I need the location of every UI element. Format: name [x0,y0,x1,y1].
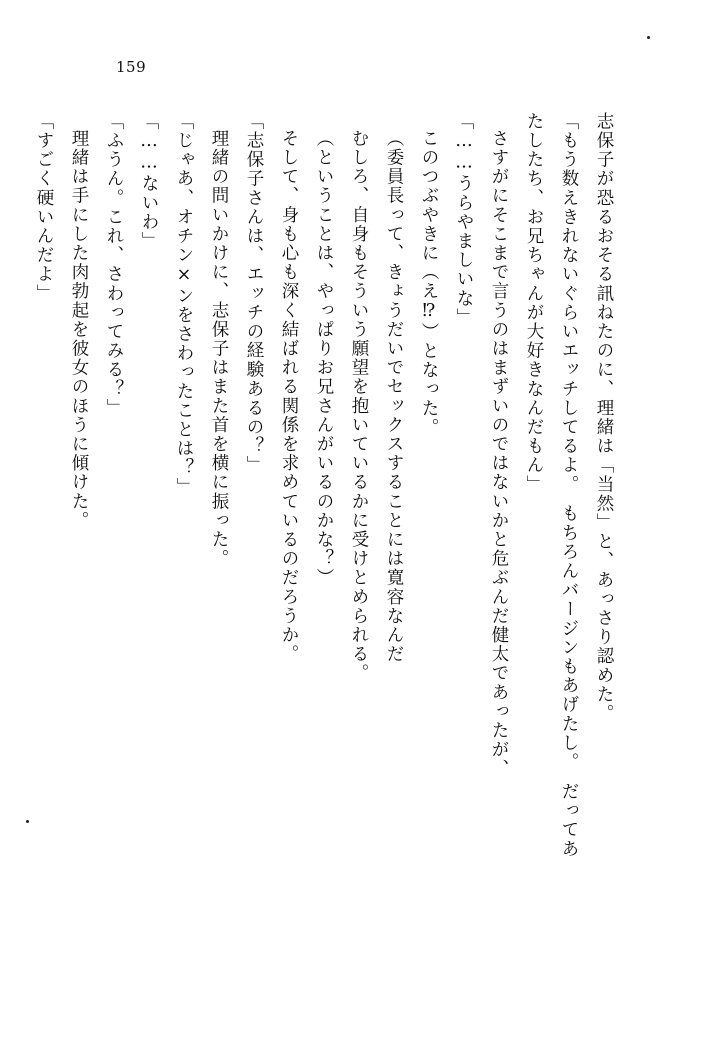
paragraph: このつぶやきに（え⁉）となった。 [419,129,439,438]
paragraph: 「じゃあ、オチン×ンをさわったことは？」 [174,112,194,497]
paragraph: むしろ、自身もそういう願望を抱いているかに受けとめられる。 [349,129,369,683]
paragraph: 「……ないわ」 [139,112,159,251]
paragraph: 「ふうん。これ、さわってみる？」 [104,112,124,418]
paragraph: たしたち、お兄ちゃんが大好きなんだもん」 [524,112,544,494]
paragraph: そして、身も心も深く結ばれる関係を求めているのだろうか。 [279,129,299,664]
paragraph: 「すごく硬いんだよ」 [34,112,54,303]
paragraph: さすがにそこまで言うのはまずいのではないかと危ぶんだ健太であったが、 [489,129,509,779]
paragraph: 「もう数えきれないぐらいエッチしてるよ。 もちろんバージンもあげたし。 だってあ [559,112,579,859]
page-text-body [34,112,621,932]
paragraph: （ということは、やっぱりお兄さんがいるのかな？） [314,129,334,588]
paragraph: 志保子が恐るおそる訊ねたのに、理緒は「当然」と、あっさり認めた。 [594,112,614,724]
paragraph: 理緒の問いかけに、志保子はまた首を横に振った。 [209,129,229,569]
speck-top-right [647,36,650,39]
paragraph: 理緒は手にした肉勃起を彼女のほうに傾けた。 [69,129,89,531]
paragraph: 「志保子さんは、エッチの経験あるの？」 [244,112,264,475]
page-number: 159 [116,58,147,76]
paragraph: 「……うらやましいな」 [454,112,474,328]
paragraph: （委員長って、きょうだいでセックスすることには寛容なんだ [384,129,404,664]
